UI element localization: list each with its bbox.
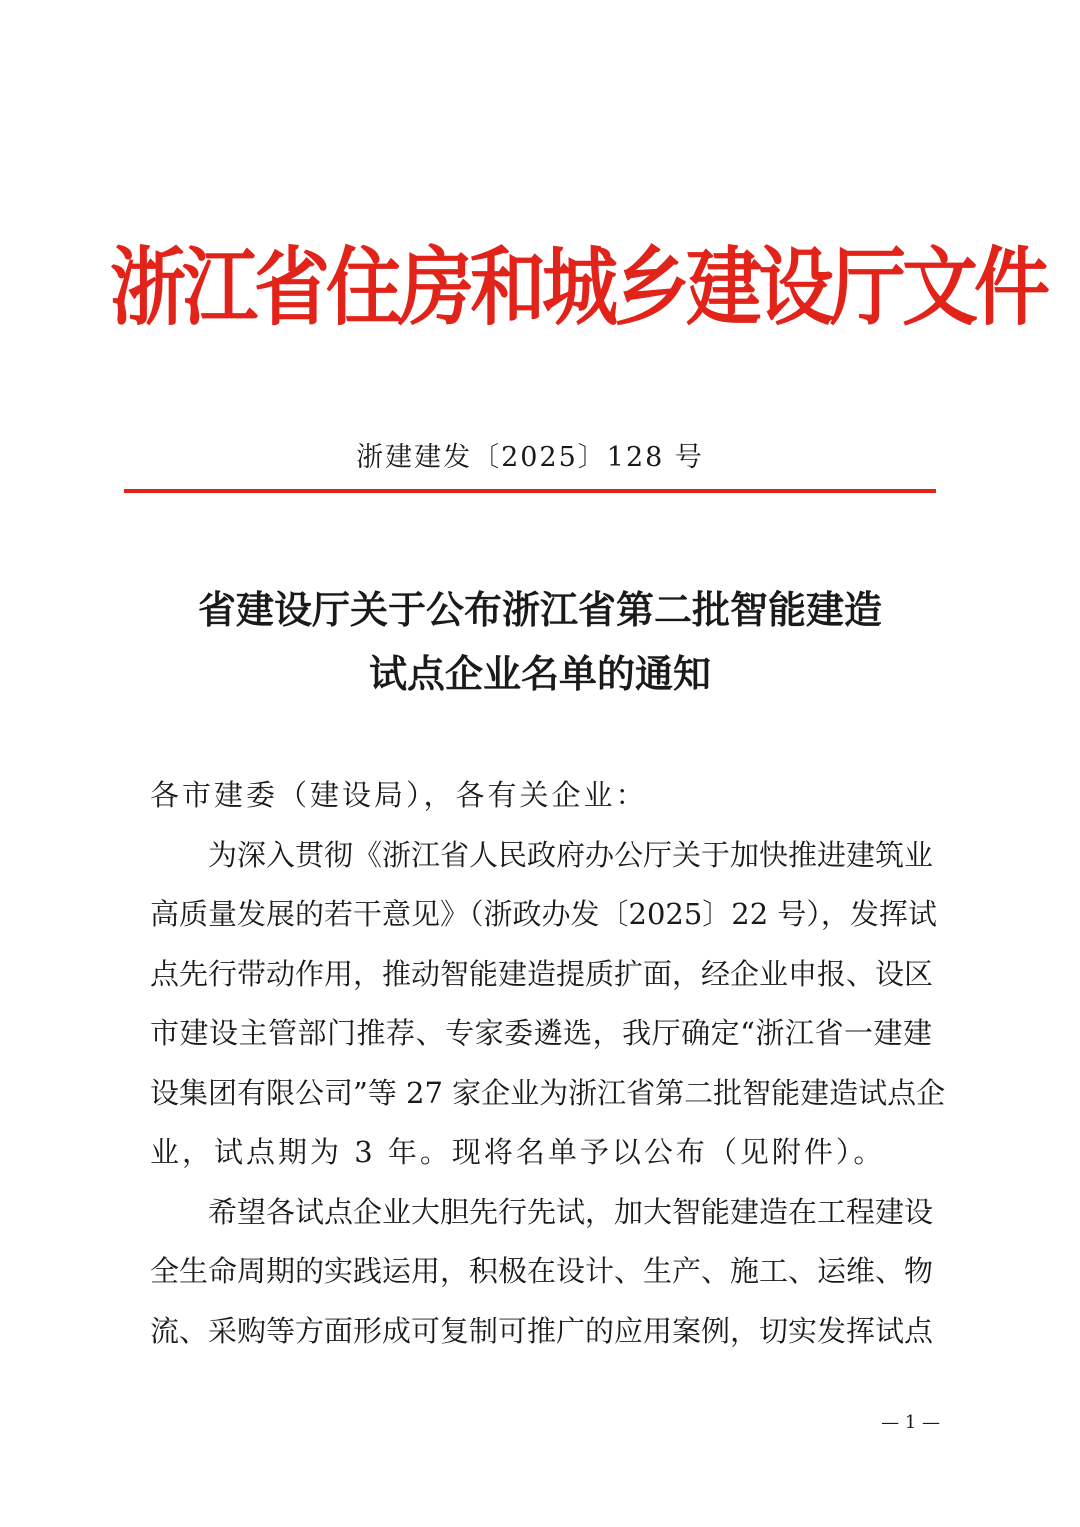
document-title xyxy=(100,578,980,706)
document-number: 浙建建发〔2025〕128 号 xyxy=(356,442,704,473)
paragraph-line: 为深入贯彻《浙江省人民政府办公厅关于加快推进建筑业 xyxy=(208,837,934,872)
paragraph-line: 希望各试点企业大胆先行先试，加大智能建造在工程建设 xyxy=(208,1194,934,1229)
paragraph-line: 点先行带动作用，推动智能建造提质扩面，经企业申报、设区 xyxy=(150,956,934,991)
document-body xyxy=(150,766,946,1361)
salutation: 各市建委（建设局），各有关企业： xyxy=(150,778,648,812)
document-title-line: 省建设厅关于公布浙江省第二批智能建造 xyxy=(197,587,882,632)
paragraph-line: 流、采购等方面形成可复制可推广的应用案例，切实发挥试点 xyxy=(150,1313,934,1348)
paragraph-line: 全生命周期的实践运用，积极在设计、生产、施工、运维、物 xyxy=(150,1254,934,1288)
document-title-line: 试点企业名单的通知 xyxy=(368,651,711,696)
paragraph-line: 市建设主管部门推荐、专家委遴选，我厅确定“浙江省一建建 xyxy=(150,1016,932,1050)
paragraph-line: 业，试点期为 3 年。现将名单予以公布（见附件）。 xyxy=(150,1135,886,1169)
paragraph-line: 高质量发展的若干意见》（浙政办发〔2025〕22 号），发挥试 xyxy=(150,897,937,931)
page-number: — 1 — xyxy=(881,1412,940,1433)
paragraph-line: 设集团有限公司”等 27 家企业为浙江省第二批智能建造试点企 xyxy=(150,1075,946,1110)
red-separator-line xyxy=(124,489,936,493)
issuing-authority-header: 浙江省住房和城乡建设厅文件 xyxy=(110,237,1046,338)
